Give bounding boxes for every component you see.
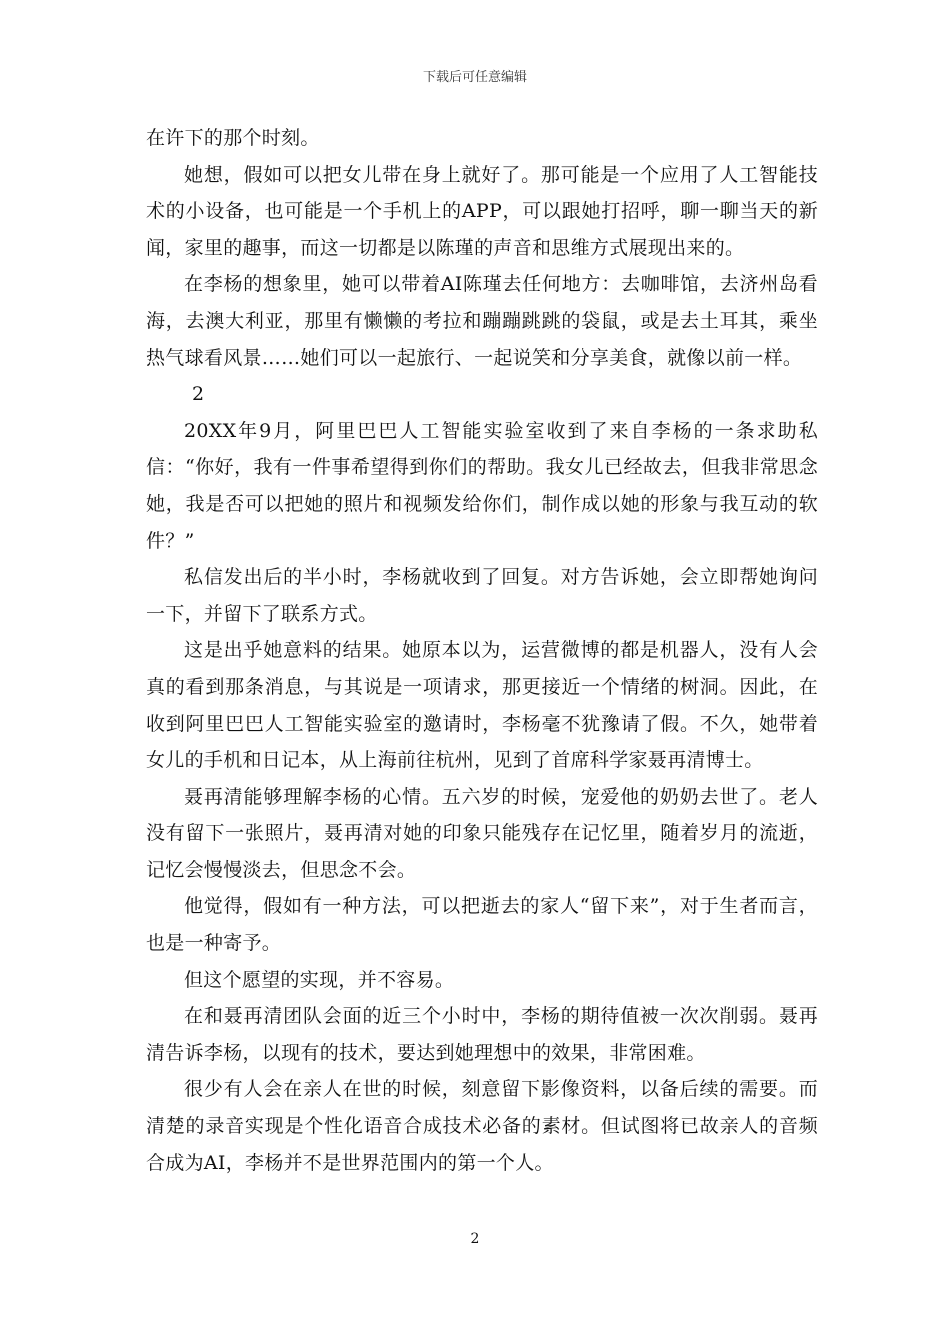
paragraph-9: 但这个愿望的实现，并不容易。 <box>184 968 455 991</box>
section-number: 2 <box>192 383 205 406</box>
paragraph-4: 20XX年9月，阿里巴巴人工智能实验室收到了来自李杨的一条求助私信：“你好，我有一件事希望得到你们的帮助。我女儿已经故去，但我非常思念她，我是否可以把她的照片和视频发给你们，制作成以她的形象与我互动的软件？” <box>146 419 818 552</box>
page-number: 2 <box>470 1231 480 1247</box>
paragraph-3: 在李杨的想象里，她可以带着AI陈瑾去任何地方：去咖啡馆，去济州岛看海，去澳大利亚，那里有懒懒的考拉和蹦蹦跳跳的袋鼠，或是去土耳其，乘坐热气球看风景……她们可以一起旅行、一起说笑和分享美食，就像以前一样。 <box>146 273 818 369</box>
paragraph-11: 很少有人会在亲人在世的时候，刻意留下影像资料，以备后续的需要。而清楚的录音实现是个性化语音合成技术必备的素材。但试图将已故亲人的音频合成为AI，李杨并不是世界范围内的第一个人。 <box>146 1078 818 1174</box>
paragraph-5: 私信发出后的半小时，李杨就收到了回复。对方告诉她，会立即帮她询问一下，并留下了联系方式。 <box>146 566 818 625</box>
page-header: 下载后可任意编辑 <box>422 70 527 85</box>
document-body <box>146 120 818 1181</box>
paragraph-10: 在和聂再清团队会面的近三个小时中，李杨的期待值被一次次削弱。聂再清告诉李杨，以现有的技术，要达到她理想中的效果，非常困难。 <box>146 1005 818 1064</box>
paragraph-1: 在许下的那个时刻。 <box>146 127 320 149</box>
paragraph-7: 聂再清能够理解李杨的心情。五六岁的时候，宠爱他的奶奶去世了。老人没有留下一张照片，聂再清对她的印象只能残存在记忆里，随着岁月的流逝，记忆会慢慢淡去，但思念不会。 <box>146 785 818 881</box>
paragraph-8: 他觉得，假如有一种方法，可以把逝去的家人“留下来”，对于生者而言，也是一种寄予。 <box>146 895 818 955</box>
paragraph-2: 她想，假如可以把女儿带在身上就好了。那可能是一个应用了人工智能技术的小设备，也可能是一个手机上的APP，可以跟她打招呼，聊一聊当天的新闻，家里的趣事，而这一切都是以陈瑾的声音和思维方式展现出来的。 <box>146 163 818 259</box>
paragraph-6: 这是出乎她意料的结果。她原本以为，运营微博的都是机器人，没有人会真的看到那条消息，与其说是一项请求，那更接近一个情绪的树洞。因此，在收到阿里巴巴人工智能实验室的邀请时，李杨毫不犹豫请了假。不久，她带着女儿的手机和日记本，从上海前往杭州，见到了首席科学家聂再清博士。 <box>146 639 818 772</box>
